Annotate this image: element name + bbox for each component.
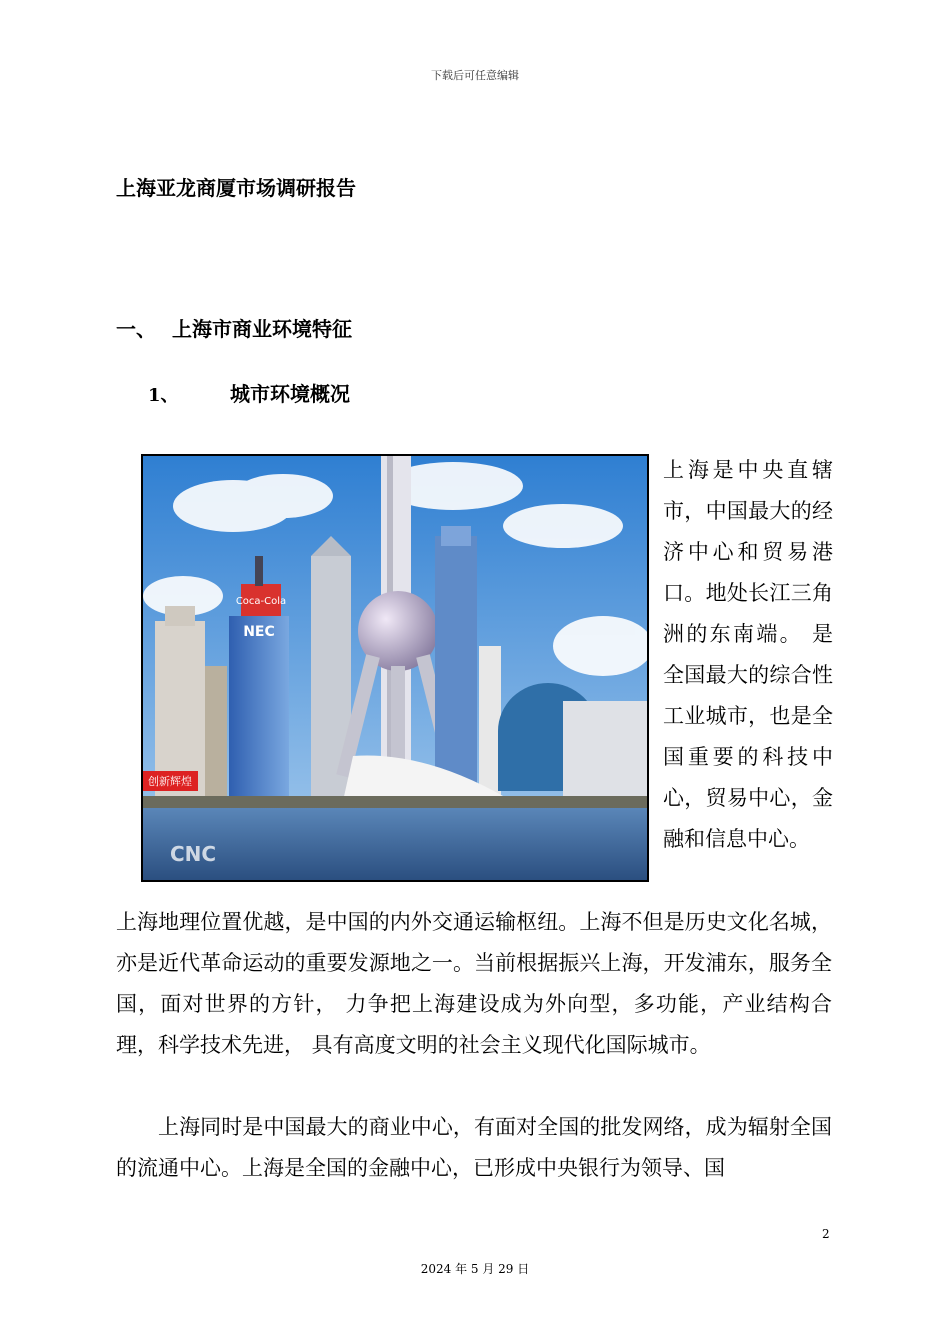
nec-tower bbox=[229, 616, 289, 806]
glass-tower-right bbox=[435, 536, 477, 796]
paragraph-2: 上海同时是中国最大的商业中心，有面对全国的批发网络，成为辐射全国的流通中心。上海是全国的金融中心，已形成中央银行为领导、国 bbox=[116, 1115, 832, 1180]
subsection-heading bbox=[148, 378, 350, 407]
header-note: 下载后可任意编辑 bbox=[431, 69, 519, 82]
shanghai-skyline-photo bbox=[141, 454, 649, 882]
billboard-nec-text: NEC bbox=[243, 624, 275, 640]
watermark: CNC bbox=[169, 842, 217, 866]
subsection-title: 城市环境概况 bbox=[230, 382, 350, 406]
convention-building bbox=[563, 701, 647, 801]
section-heading bbox=[116, 313, 352, 342]
footer-date: 2024 年 5 月 29 日 bbox=[420, 1262, 530, 1276]
red-sign-text: 创新辉煌 bbox=[148, 775, 192, 788]
page-number: 2 bbox=[822, 1227, 830, 1241]
subsection-number: 1、 bbox=[148, 385, 179, 406]
section-number: 一、 bbox=[116, 317, 156, 341]
paragraph-1: 上海地理位置优越，是中国的内外交通运输枢纽。上海不但是历史文化名城， 亦是近代革命运动的重要发源地之一。当前根据振兴上海，开发浦东，服务全国，面对世界的方针， 力争把上海建设成为外向型，多功能，产业结构合理，科学技术先进， 具有高度文明的社会主义现代化国际城市。 bbox=[116, 910, 832, 1057]
side-paragraph: 上海是中央直辖市，中国最大的经济中心和贸易港口。地处长江三角洲的东南端。 是全国最大的综合性工业城市，也是全国重要的科技中心，贸易中心，金融和信息中心。 bbox=[663, 458, 833, 851]
document-title: 上海亚龙商厦市场调研报告 bbox=[116, 176, 356, 200]
river-water bbox=[143, 808, 647, 880]
skyline-illustration bbox=[143, 456, 647, 880]
section-title: 上海市商业环境特征 bbox=[172, 317, 352, 341]
billboard-logo-text: Coca-Cola bbox=[235, 596, 287, 607]
